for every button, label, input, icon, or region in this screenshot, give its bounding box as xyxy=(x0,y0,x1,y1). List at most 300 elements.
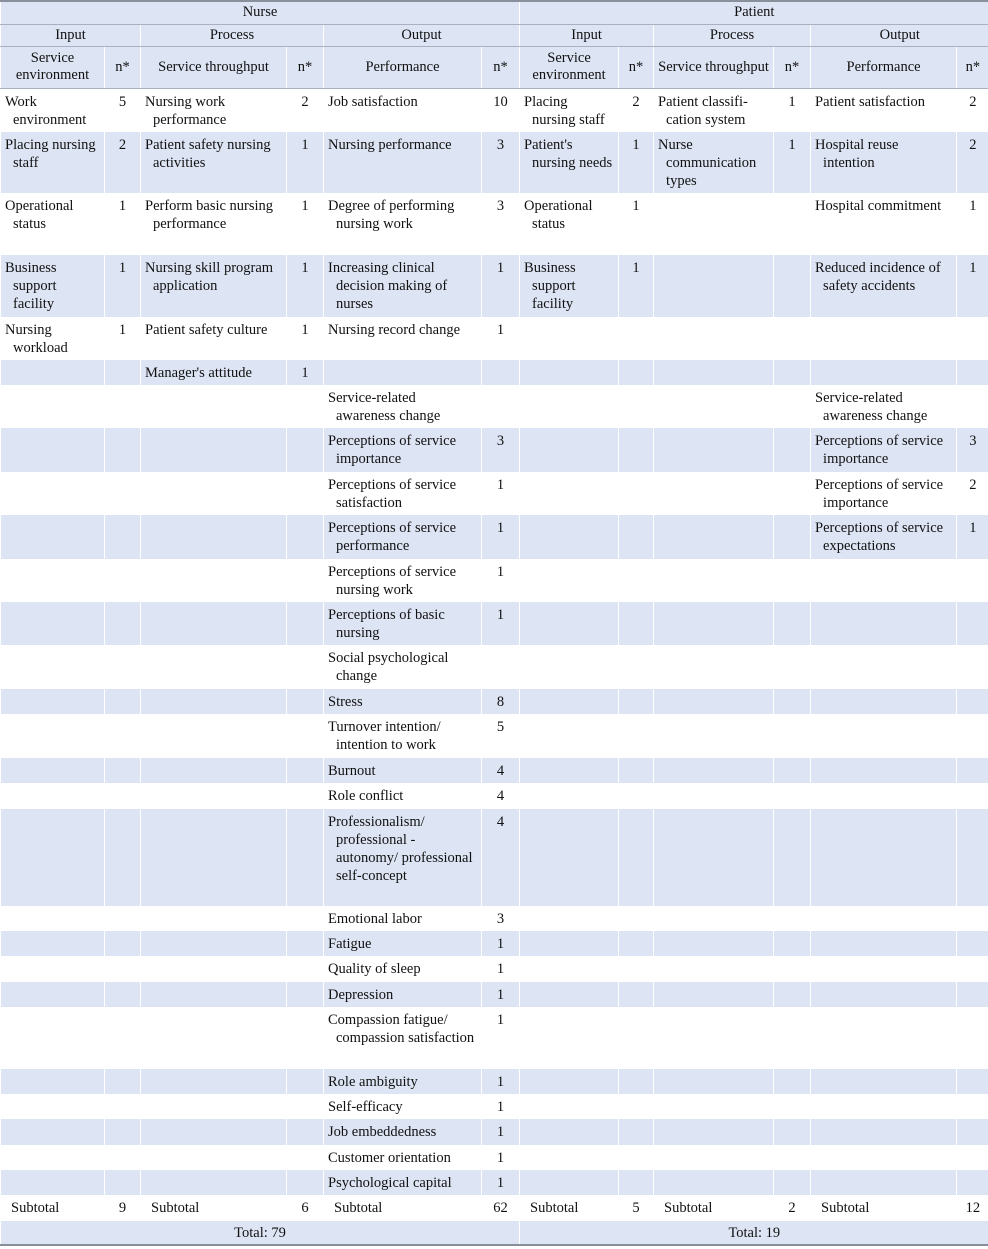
item-cell xyxy=(324,645,482,689)
count-cell: 2 xyxy=(957,88,988,132)
item-cell xyxy=(1,472,105,515)
count-cell: 2 xyxy=(619,88,654,132)
item-cell xyxy=(141,132,287,193)
item-cell xyxy=(1,1007,105,1069)
item-cell xyxy=(654,317,774,360)
count-cell xyxy=(105,758,141,783)
count-cell xyxy=(619,689,654,714)
subtotal-value: 5 xyxy=(619,1195,654,1221)
item-cell xyxy=(324,428,482,472)
item-cell xyxy=(654,88,774,132)
count-cell xyxy=(774,982,811,1007)
item-cell xyxy=(520,689,619,714)
item-cell xyxy=(1,515,105,559)
count-cell xyxy=(287,689,324,714)
item-text: Business support facility xyxy=(524,260,576,312)
count-cell xyxy=(287,602,324,645)
count-cell xyxy=(774,428,811,472)
count-cell: 3 xyxy=(957,428,988,472)
count-cell xyxy=(105,689,141,714)
count-cell: 1 xyxy=(774,88,811,132)
count-cell: 1 xyxy=(482,472,520,515)
item-text: Compassion fatigue/ compassion satisfaction xyxy=(328,1012,475,1046)
item-cell xyxy=(811,645,957,689)
item-cell xyxy=(324,783,482,809)
count-cell: 1 xyxy=(482,317,520,360)
count-cell xyxy=(774,906,811,931)
item-cell xyxy=(1,193,105,255)
item-cell xyxy=(324,385,482,428)
item-text: Customer orientation xyxy=(328,1150,451,1166)
item-cell xyxy=(324,809,482,906)
count-cell: 1 xyxy=(482,559,520,602)
item-cell xyxy=(1,385,105,428)
count-cell xyxy=(619,602,654,645)
item-cell xyxy=(141,428,287,472)
item-cell xyxy=(141,193,287,255)
count-cell: 2 xyxy=(287,88,324,132)
table-row xyxy=(1,783,988,809)
count-cell xyxy=(774,689,811,714)
count-cell: 1 xyxy=(482,956,520,982)
item-cell xyxy=(324,255,482,317)
count-cell: 1 xyxy=(957,193,988,255)
item-text: Patient satisfaction xyxy=(815,93,925,110)
table-row xyxy=(1,1007,988,1069)
item-cell xyxy=(141,758,287,783)
item-text: Service-related awareness change xyxy=(815,390,928,424)
item-text: Depression xyxy=(328,987,394,1003)
count-cell: 3 xyxy=(482,428,520,472)
count-cell xyxy=(105,1119,141,1145)
item-cell xyxy=(520,714,619,758)
item-cell xyxy=(1,689,105,714)
col-header-n: n* xyxy=(774,46,811,88)
item-cell xyxy=(1,931,105,956)
item-cell xyxy=(654,472,774,515)
item-cell xyxy=(811,689,957,714)
count-cell xyxy=(957,1007,988,1069)
subtotal-value: 9 xyxy=(105,1195,141,1221)
item-cell xyxy=(520,602,619,645)
item-cell xyxy=(520,1069,619,1094)
count-cell: 1 xyxy=(482,255,520,317)
count-cell: 1 xyxy=(482,602,520,645)
item-text: Service-related awareness change xyxy=(328,390,441,424)
count-cell xyxy=(774,809,811,906)
count-cell xyxy=(105,783,141,809)
item-text: Job embeddedness xyxy=(328,1124,437,1140)
item-cell xyxy=(324,602,482,645)
item-text: Patient safety culture xyxy=(145,322,268,338)
item-cell xyxy=(141,385,287,428)
item-cell xyxy=(324,1007,482,1069)
count-cell xyxy=(619,783,654,809)
item-cell xyxy=(1,317,105,360)
count-cell xyxy=(287,1069,324,1094)
item-text: Quality of sleep xyxy=(328,961,421,977)
item-cell xyxy=(1,88,105,132)
item-text: Increasing clinical decision making of nurses xyxy=(328,260,448,312)
item-cell xyxy=(811,88,957,132)
table-body xyxy=(1,88,988,1195)
count-cell xyxy=(774,360,811,385)
count-cell xyxy=(287,783,324,809)
item-cell xyxy=(324,515,482,559)
nurse-output-header: Output xyxy=(324,24,520,46)
count-cell xyxy=(774,1069,811,1094)
count-cell xyxy=(957,809,988,906)
col-header-service-environment: Service environment xyxy=(1,46,105,88)
count-cell xyxy=(619,317,654,360)
count-cell xyxy=(957,906,988,931)
count-cell xyxy=(957,360,988,385)
item-text: Patient safety nursing activities xyxy=(145,137,271,171)
patient-input-header: Input xyxy=(520,24,654,46)
count-cell xyxy=(619,1145,654,1170)
table-row xyxy=(1,809,988,906)
count-cell: 1 xyxy=(482,1007,520,1069)
count-cell xyxy=(619,472,654,515)
count-cell xyxy=(105,559,141,602)
count-cell: 2 xyxy=(105,132,141,193)
table-row xyxy=(1,1119,988,1145)
item-cell xyxy=(811,714,957,758)
count-cell: 5 xyxy=(105,88,141,132)
item-cell xyxy=(520,559,619,602)
item-cell xyxy=(520,1094,619,1119)
count-cell xyxy=(482,385,520,428)
item-text: Role ambiguity xyxy=(328,1074,418,1090)
table-row xyxy=(1,360,988,385)
item-cell xyxy=(1,956,105,982)
count-cell xyxy=(774,1170,811,1195)
count-cell xyxy=(287,1145,324,1170)
patient-group-header: Patient xyxy=(520,1,988,24)
col-header-n: n* xyxy=(105,46,141,88)
item-text: Perceptions of service expectations xyxy=(815,520,944,554)
patient-process-header: Process xyxy=(654,24,811,46)
count-cell xyxy=(619,1069,654,1094)
item-cell xyxy=(520,931,619,956)
count-cell xyxy=(619,360,654,385)
patient-total: Total: 19 xyxy=(520,1221,988,1245)
item-text: Patient's nursing needs xyxy=(524,137,613,171)
table-row xyxy=(1,132,988,193)
count-cell: 1 xyxy=(105,193,141,255)
item-cell xyxy=(811,1145,957,1170)
count-cell xyxy=(957,1094,988,1119)
nurse-input-header: Input xyxy=(1,24,141,46)
nurse-process-header: Process xyxy=(141,24,324,46)
item-cell xyxy=(520,1170,619,1195)
count-cell xyxy=(957,956,988,982)
count-cell xyxy=(957,758,988,783)
count-cell: 4 xyxy=(482,809,520,906)
count-cell xyxy=(957,1119,988,1145)
count-cell: 3 xyxy=(482,193,520,255)
count-cell xyxy=(774,559,811,602)
count-cell: 1 xyxy=(482,1170,520,1195)
item-cell xyxy=(1,602,105,645)
count-cell xyxy=(619,714,654,758)
item-cell xyxy=(654,931,774,956)
count-cell xyxy=(957,931,988,956)
item-cell xyxy=(654,602,774,645)
item-cell xyxy=(811,360,957,385)
count-cell xyxy=(105,1007,141,1069)
count-cell xyxy=(957,602,988,645)
item-cell xyxy=(141,783,287,809)
count-cell xyxy=(619,1007,654,1069)
count-cell xyxy=(105,428,141,472)
count-cell xyxy=(287,472,324,515)
table-row xyxy=(1,515,988,559)
table-row xyxy=(1,1069,988,1094)
count-cell xyxy=(482,360,520,385)
item-text: Degree of performing nursing work xyxy=(328,198,455,232)
table-row xyxy=(1,255,988,317)
count-cell xyxy=(957,645,988,689)
col-header-performance: Performance xyxy=(811,46,957,88)
item-cell xyxy=(654,906,774,931)
count-cell xyxy=(774,193,811,255)
count-cell: 2 xyxy=(957,472,988,515)
count-cell: 1 xyxy=(619,255,654,317)
item-cell xyxy=(811,982,957,1007)
item-cell xyxy=(654,1170,774,1195)
count-cell xyxy=(774,385,811,428)
item-text: Hospital commitment xyxy=(815,198,942,214)
count-cell xyxy=(105,1094,141,1119)
item-text: Operational status xyxy=(524,198,593,232)
subtotal-label: Subtotal xyxy=(1,1195,105,1221)
count-cell: 1 xyxy=(105,255,141,317)
item-cell xyxy=(811,1069,957,1094)
item-cell xyxy=(324,132,482,193)
count-cell xyxy=(774,714,811,758)
item-cell xyxy=(520,1145,619,1170)
count-cell xyxy=(957,783,988,809)
count-cell: 1 xyxy=(287,255,324,317)
item-cell xyxy=(141,982,287,1007)
count-cell xyxy=(105,360,141,385)
item-text: Stress xyxy=(328,694,363,710)
item-cell xyxy=(324,931,482,956)
count-cell: 1 xyxy=(482,1119,520,1145)
item-cell xyxy=(324,360,482,385)
item-cell xyxy=(654,255,774,317)
item-cell xyxy=(324,193,482,255)
count-cell xyxy=(287,559,324,602)
item-cell xyxy=(141,906,287,931)
count-cell xyxy=(287,1170,324,1195)
item-cell xyxy=(654,758,774,783)
count-cell: 1 xyxy=(287,132,324,193)
item-text: Nursing workload xyxy=(5,322,68,356)
item-cell xyxy=(141,559,287,602)
count-cell xyxy=(105,385,141,428)
item-cell xyxy=(654,428,774,472)
nurse-group-header: Nurse xyxy=(1,1,520,24)
count-cell: 4 xyxy=(482,758,520,783)
item-cell xyxy=(1,1119,105,1145)
nurse-total: Total: 79 xyxy=(1,1221,520,1245)
table-row xyxy=(1,906,988,931)
count-cell xyxy=(619,982,654,1007)
count-cell: 1 xyxy=(287,193,324,255)
count-cell xyxy=(287,385,324,428)
count-cell xyxy=(287,1007,324,1069)
item-cell xyxy=(811,193,957,255)
item-cell xyxy=(1,1094,105,1119)
count-cell xyxy=(957,1170,988,1195)
count-cell xyxy=(287,956,324,982)
item-text: Nursing record change xyxy=(328,322,461,338)
item-cell xyxy=(520,1119,619,1145)
count-cell xyxy=(105,1069,141,1094)
item-cell xyxy=(654,1119,774,1145)
count-cell: 1 xyxy=(619,132,654,193)
item-cell xyxy=(520,360,619,385)
item-cell xyxy=(811,758,957,783)
item-cell xyxy=(1,982,105,1007)
count-cell xyxy=(619,1119,654,1145)
count-cell: 1 xyxy=(287,360,324,385)
item-cell xyxy=(324,714,482,758)
item-cell xyxy=(324,1094,482,1119)
item-cell xyxy=(654,714,774,758)
item-cell xyxy=(520,472,619,515)
item-cell xyxy=(1,1145,105,1170)
count-cell xyxy=(287,515,324,559)
count-cell xyxy=(287,1119,324,1145)
count-cell: 1 xyxy=(482,1145,520,1170)
item-cell xyxy=(811,255,957,317)
count-cell xyxy=(957,689,988,714)
patient-output-header: Output xyxy=(811,24,988,46)
item-text: Social psychological change xyxy=(328,650,449,684)
item-cell xyxy=(811,602,957,645)
count-cell: 3 xyxy=(482,906,520,931)
item-cell xyxy=(654,1007,774,1069)
count-cell xyxy=(774,317,811,360)
count-cell xyxy=(105,906,141,931)
item-cell xyxy=(811,956,957,982)
count-cell xyxy=(619,1094,654,1119)
count-cell xyxy=(105,956,141,982)
count-cell xyxy=(619,956,654,982)
col-header-performance: Performance xyxy=(324,46,482,88)
item-cell xyxy=(811,472,957,515)
count-cell xyxy=(774,1145,811,1170)
count-cell xyxy=(774,758,811,783)
col-header-n: n* xyxy=(619,46,654,88)
count-cell xyxy=(287,758,324,783)
item-cell xyxy=(520,956,619,982)
count-cell: 1 xyxy=(957,255,988,317)
table-row xyxy=(1,559,988,602)
table-row xyxy=(1,956,988,982)
item-cell xyxy=(520,809,619,906)
count-cell xyxy=(619,515,654,559)
count-cell: 3 xyxy=(482,132,520,193)
table-row xyxy=(1,714,988,758)
item-cell xyxy=(141,88,287,132)
item-cell xyxy=(324,982,482,1007)
item-text: Perform basic nursing performance xyxy=(145,198,274,232)
item-cell xyxy=(141,317,287,360)
table-row xyxy=(1,931,988,956)
count-cell xyxy=(619,931,654,956)
item-cell xyxy=(324,88,482,132)
table-row xyxy=(1,689,988,714)
item-text: Perceptions of basic nursing xyxy=(328,607,445,641)
count-cell xyxy=(105,809,141,906)
item-text: Patient classifi-cation system xyxy=(658,93,748,128)
table-row xyxy=(1,88,988,132)
item-cell xyxy=(141,931,287,956)
count-cell xyxy=(287,714,324,758)
item-cell xyxy=(654,132,774,193)
table-row xyxy=(1,472,988,515)
item-cell xyxy=(520,758,619,783)
count-cell xyxy=(105,1170,141,1195)
count-cell xyxy=(287,931,324,956)
item-text: Reduced incidence of safety accidents xyxy=(815,260,941,294)
table-row xyxy=(1,758,988,783)
item-text: Nursing performance xyxy=(328,137,452,153)
subtotal-row xyxy=(1,1195,988,1221)
item-text: Nursing work performance xyxy=(145,93,227,128)
count-cell: 1 xyxy=(287,317,324,360)
item-text: Perceptions of service importance xyxy=(328,433,457,467)
item-cell xyxy=(520,645,619,689)
table-row xyxy=(1,428,988,472)
item-cell xyxy=(324,758,482,783)
count-cell xyxy=(774,515,811,559)
item-cell xyxy=(654,689,774,714)
col-header-n: n* xyxy=(287,46,324,88)
count-cell: 1 xyxy=(774,132,811,193)
item-text: Nurse communication types xyxy=(658,137,757,189)
item-cell xyxy=(811,809,957,906)
subtotal-label: Subtotal xyxy=(654,1195,774,1221)
count-cell xyxy=(957,317,988,360)
item-cell xyxy=(1,255,105,317)
item-cell xyxy=(324,1145,482,1170)
item-text: Job satisfaction xyxy=(328,93,418,110)
item-cell xyxy=(324,559,482,602)
item-text: Placing nursing staff xyxy=(5,137,96,171)
item-cell xyxy=(811,515,957,559)
item-cell xyxy=(141,1069,287,1094)
count-cell xyxy=(957,1069,988,1094)
count-cell xyxy=(774,956,811,982)
count-cell xyxy=(105,472,141,515)
item-cell xyxy=(811,1094,957,1119)
count-cell xyxy=(619,906,654,931)
count-cell: 1 xyxy=(482,982,520,1007)
item-cell xyxy=(324,906,482,931)
count-cell xyxy=(957,1145,988,1170)
count-cell xyxy=(619,1170,654,1195)
subtotal-label: Subtotal xyxy=(520,1195,619,1221)
item-cell xyxy=(654,1145,774,1170)
count-cell xyxy=(774,645,811,689)
count-cell xyxy=(287,906,324,931)
count-cell xyxy=(774,1007,811,1069)
